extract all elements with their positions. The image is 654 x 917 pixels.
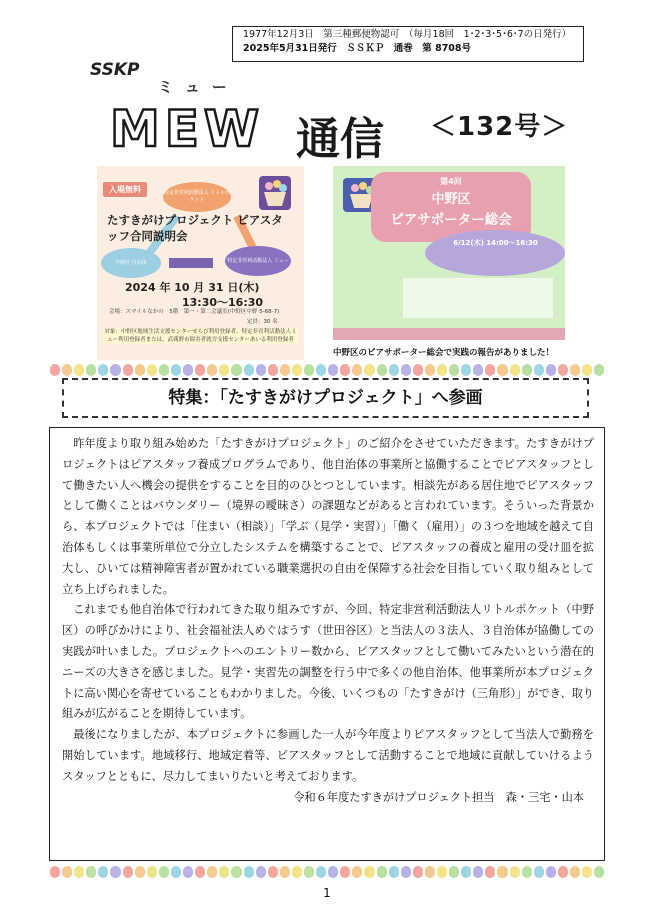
decorative-dot: [340, 364, 350, 376]
publication-info-line1: 1977年12月3日 第三種郵便物認可 （毎月18回 1･2･3･5･6･7の日発行）: [243, 29, 572, 40]
decorative-dot: [231, 364, 241, 376]
decorative-dot: [352, 866, 362, 878]
info-session-target: 対象：中野区地域生活支援センターせらぴ利用登録者、特定非営利活動法人ミュー利用登録者または、武蔵野市障害者就労支援センターあいる利用登録者: [104, 329, 297, 343]
decorative-dot: [123, 866, 133, 878]
meeting-title: ピアサポーター総会: [390, 212, 512, 228]
meeting-photo-caption: 中野区のピアサポーター総会で実践の報告がありました！: [333, 348, 555, 358]
decorative-dot: [159, 866, 169, 878]
peer-supporter-meeting-poster: [333, 166, 565, 340]
schedule-circle: [425, 230, 565, 276]
newsletter-title-latin: MEW: [110, 100, 265, 158]
decorative-dot: [582, 364, 592, 376]
meeting-details-block: [403, 278, 553, 318]
decorative-dot: [340, 866, 350, 878]
decorative-dot-row-top: [50, 364, 604, 376]
decorative-dot: [86, 866, 96, 878]
decorative-dot: [280, 364, 290, 376]
decorative-dot-row-bottom: [50, 866, 604, 878]
article-paragraph-3: 最後になりましたが、本プロジェクトに参画した一人が今年度よりピアスタッフとして当法人で勤務を開始しています。地域移行、地域定着等、ピアスタッフとして活動することで地域に貢献していけるようスタッフとともに、尽力してまいりたいと考えております。: [62, 728, 594, 783]
decorative-dot: [485, 866, 495, 878]
decorative-dot: [534, 866, 544, 878]
issue-number: ＜132号＞: [430, 112, 569, 142]
decorative-dot: [207, 866, 217, 878]
decorative-dot: [110, 364, 120, 376]
decorative-dot: [401, 866, 411, 878]
decorative-dot: [74, 866, 84, 878]
decorative-dot: [437, 364, 447, 376]
decorative-dot: [268, 866, 278, 878]
decorative-dot: [195, 364, 205, 376]
article-signature: 令和６年度たすきがけプロジェクト担当 森・三宅・山本: [293, 790, 584, 804]
decorative-dot: [135, 364, 145, 376]
decorative-dot: [522, 866, 532, 878]
brand-label: SSKP: [90, 60, 140, 80]
publication-info-line2: 2025年5月31日発行 ＳＳＫＰ 通巻 第 8708号: [243, 43, 472, 54]
decorative-dot: [316, 364, 326, 376]
decorative-dot: [546, 364, 556, 376]
decorative-dot: [219, 364, 229, 376]
decorative-dot: [594, 364, 604, 376]
decorative-dot: [425, 364, 435, 376]
decorative-dot: [304, 364, 314, 376]
decorative-dot: [461, 866, 471, 878]
decorative-dot: [171, 866, 181, 878]
decorative-dot: [558, 364, 568, 376]
decorative-dot: [256, 364, 266, 376]
decorative-dot: [594, 866, 604, 878]
decorative-dot: [449, 364, 459, 376]
decorative-dot: [98, 866, 108, 878]
decorative-dot: [510, 866, 520, 878]
decorative-dot: [62, 866, 72, 878]
decorative-dot: [304, 866, 314, 878]
decorative-dot: [328, 866, 338, 878]
free-entry-badge: 入場無料: [103, 182, 147, 197]
decorative-dot: [244, 364, 254, 376]
feature-article: [49, 427, 605, 861]
decorative-dot: [50, 364, 60, 376]
decorative-dot: [570, 866, 580, 878]
decorative-dot: [389, 364, 399, 376]
newsletter-title-jp: 通信: [296, 114, 384, 165]
decorative-dot: [231, 866, 241, 878]
meeting-ward: 中野区: [431, 192, 471, 207]
decorative-dot: [183, 866, 193, 878]
meeting-edition: 第4回: [440, 177, 462, 186]
decorative-dot: [510, 364, 520, 376]
article-paragraph-1: 昨年度より取り組み始めた「たすきがけプロジェクト」のご紹介をさせていただきます。たすきがけプロジェクトはピアスタッフ養成プログラムであり、他自治体の事業所と協働することでピアスタッフとして働きたい人へ機会の提供をすることを目的のひとつとしています。相談先がある居住地でピアスタッフとして働くことはバウンダリー（境界の曖昧さ）の課題などがあると言われています。そういった背景から、本プロジェクトでは「住まい（相談）」「学ぶ（見学・実習）」「働く（雇用）」の３つを地域を越えて自治体もしくは事業所単位で分立したシステムを構築することで、ピアスタッフの養成と雇用の受け皿を拡大し、ひいては精神障害者が置かれている職業選択の自由を保障する社会を目指していく取り組みとして立ち上げられました。: [62, 437, 594, 596]
decorative-dot: [280, 866, 290, 878]
decorative-dot: [147, 364, 157, 376]
decorative-dot: [389, 866, 399, 878]
decorative-dot: [171, 364, 181, 376]
decorative-dot: [352, 364, 362, 376]
org-bubble-nakano: 中野区 自治体: [101, 248, 161, 278]
decorative-dot: [292, 364, 302, 376]
decorative-dot: [377, 866, 387, 878]
decorative-dot: [123, 364, 133, 376]
decorative-dot: [62, 364, 72, 376]
info-session-title: たすきがけプロジェクト ピアスタッフ合同説明会: [107, 213, 283, 243]
org-bubble-littlepocket: 特定非営利活動法人 リトルポケット: [163, 182, 231, 212]
decorative-dot: [256, 866, 266, 878]
decorative-dot: [292, 866, 302, 878]
decorative-dot: [98, 364, 108, 376]
decorative-dot: [183, 364, 193, 376]
decorative-dot: [316, 866, 326, 878]
decorative-dot: [401, 364, 411, 376]
info-session-poster: [97, 166, 304, 360]
decorative-dot: [473, 866, 483, 878]
info-session-date: 2024 年 10 月 31 日(木): [125, 281, 260, 294]
decorative-dot: [219, 866, 229, 878]
decorative-dot: [461, 364, 471, 376]
decorative-dot: [558, 866, 568, 878]
info-session-time: 13:30～16:30: [182, 296, 264, 309]
decorative-dot: [147, 866, 157, 878]
org-bubble-mew: 特定非営利活動法人 ミュー: [225, 246, 291, 276]
decorative-dot: [534, 364, 544, 376]
feature-heading: 特集：「たすきがけプロジェクト」へ参画: [62, 378, 589, 418]
decorative-dot: [570, 364, 580, 376]
meeting-footer-strip: [333, 328, 565, 340]
decorative-dot: [449, 866, 459, 878]
decorative-dot: [110, 866, 120, 878]
decorative-dot: [86, 364, 96, 376]
arrow-left-bar: [169, 258, 213, 268]
decorative-dot: [207, 364, 217, 376]
decorative-dot: [328, 364, 338, 376]
decorative-dot: [74, 364, 84, 376]
decorative-dot: [522, 364, 532, 376]
decorative-dot: [413, 866, 423, 878]
article-paragraph-2: これまでも他自治体で行われてきた取り組みですが、今回、特定非営利活動法人リトルポケット（中野区）の呼びかけにより、社会福祉法人めぐはうす（世田谷区）と当法人の３法人、３自治体が協働しての実践が叶いました。プロジェクトへのエントリー数から、ピアスタッフとして働いてみたいという潜在的ニーズの大きさを感じました。見学・実習先の調整を行う中で多くの他自治体、他事業所が本プロジェクトに高い関心を寄せていることもわかりました。今後、いくつもの「たすきがけ（三角形）」ができ、取り組みが広がることを期待しています。: [62, 603, 594, 721]
decorative-dot: [364, 364, 374, 376]
decorative-dot: [244, 866, 254, 878]
publication-info-box: [232, 26, 584, 62]
meeting-schedule: 6/12(木) 14:00～16:30: [453, 239, 538, 247]
decorative-dot: [50, 866, 60, 878]
decorative-dot: [268, 364, 278, 376]
title-ruby: ミュー: [158, 78, 239, 96]
decorative-dot: [135, 866, 145, 878]
decorative-dot: [377, 364, 387, 376]
decorative-dot: [582, 866, 592, 878]
decorative-dot: [485, 364, 495, 376]
decorative-dot: [497, 866, 507, 878]
decorative-dot: [413, 364, 423, 376]
info-session-capacity: 定員：30 名: [247, 319, 278, 325]
info-session-venue: 会場：スマイルなかの 5階 第一・第二会議室(中野区中野 5-68-7): [109, 309, 280, 315]
decorative-dot: [195, 866, 205, 878]
page-number: 1: [323, 886, 331, 900]
decorative-dot: [497, 364, 507, 376]
decorative-dot: [473, 364, 483, 376]
decorative-dot: [364, 866, 374, 878]
decorative-dot: [425, 866, 435, 878]
decorative-dot: [159, 364, 169, 376]
decorative-dot: [437, 866, 447, 878]
decorative-dot: [546, 866, 556, 878]
